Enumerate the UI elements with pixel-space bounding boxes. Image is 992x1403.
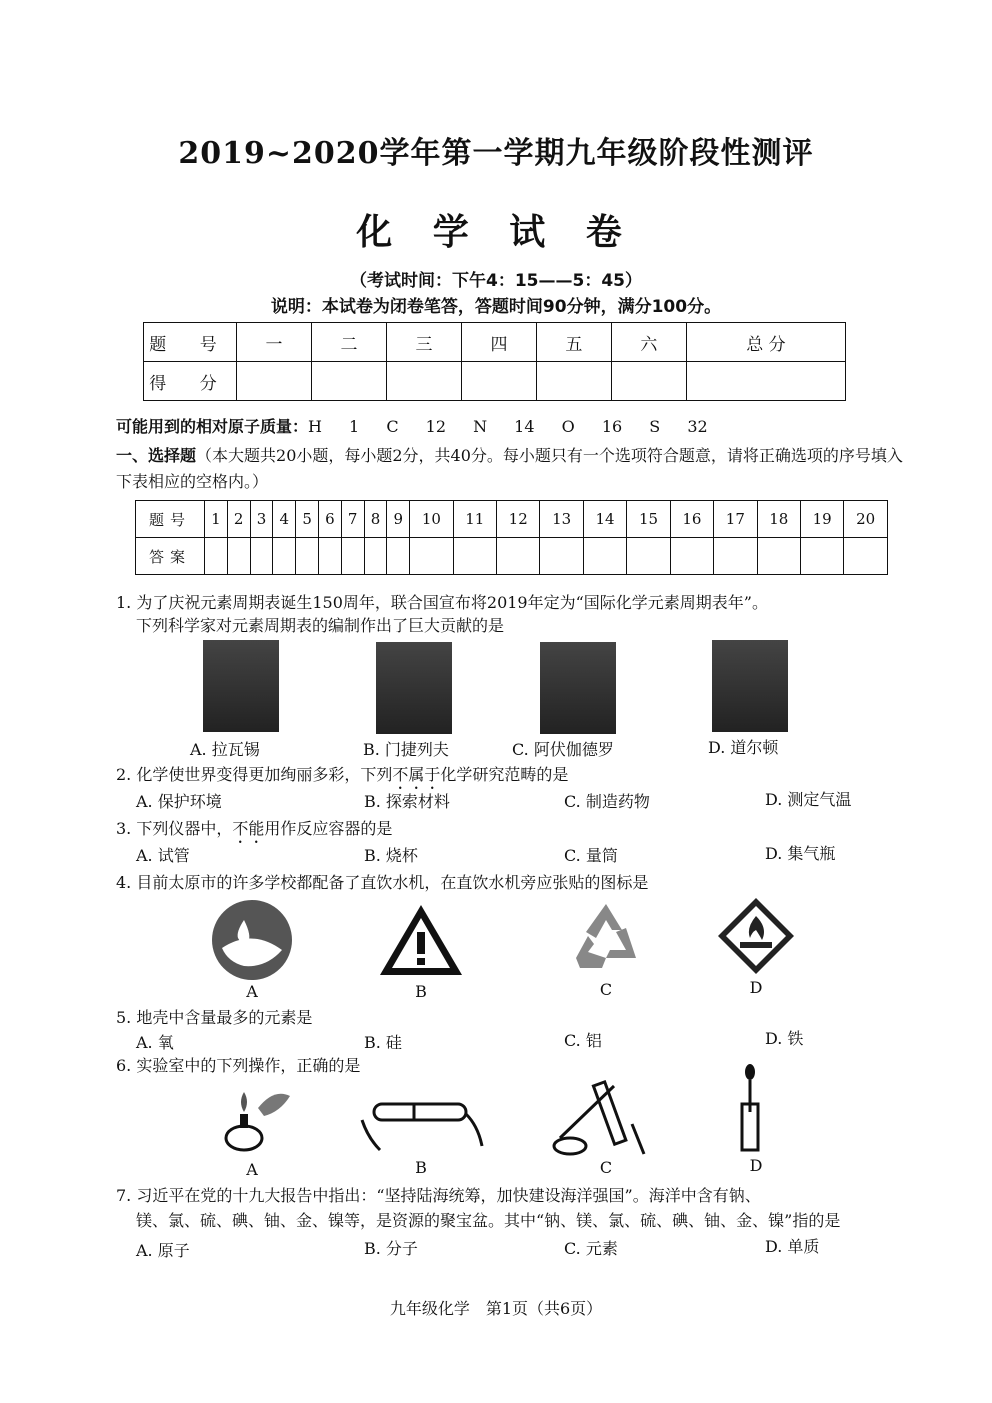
question-7-line2: 镁、氯、硫、碘、铀、金、镍等，是资源的聚宝盆。其中“钠、镁、氯、硫、碘、铀、金、镍”指的是: [136, 1211, 841, 1230]
page-footer: 九年级化学 第1页（共6页）: [389, 1299, 603, 1318]
question-7-line1: 7. 习近平在党的十九大报告中指出：“坚持陆海统筹，加快建设海洋强国”。海洋中含有钠、: [116, 1186, 761, 1205]
q2-option-c: C. 制造药物: [564, 792, 650, 811]
answer-blank-cell[interactable]: [670, 538, 713, 575]
answer-blank-cell[interactable]: [497, 538, 540, 575]
q6-label-d: D: [749, 1156, 763, 1175]
answer-number-cell: 3: [250, 501, 273, 538]
answer-number-cell: 11: [453, 501, 496, 538]
q4-label-d: D: [749, 978, 763, 997]
q1-option-a: A. 拉瓦锡: [190, 740, 260, 759]
portrait-avogadro-image: [540, 642, 616, 734]
score-blank[interactable]: [386, 362, 461, 401]
q3-option-b: B. 烧杯: [364, 846, 418, 865]
q3-option-d: D. 集气瓶: [765, 844, 836, 863]
score-cell: 五: [536, 323, 611, 362]
q1-option-b: B. 门捷列夫: [363, 740, 449, 759]
q3-option-c: C. 量筒: [564, 846, 618, 865]
answer-blank-cell[interactable]: [800, 538, 843, 575]
heating-apparatus-icon: [548, 1074, 658, 1158]
q2-emphasis: 不属于: [392, 765, 441, 784]
score-cell: 一: [237, 323, 312, 362]
answer-blank-cell[interactable]: [583, 538, 626, 575]
question-5: 5. 地壳中含量最多的元素是: [116, 1008, 313, 1027]
score-blank[interactable]: [311, 362, 386, 401]
score-cell: 四: [461, 323, 536, 362]
score-blank[interactable]: [611, 362, 686, 401]
answer-blank-row: [136, 538, 888, 575]
answer-table: [135, 500, 888, 575]
answer-blank-cell[interactable]: [714, 538, 757, 575]
answer-number-cell: 17: [714, 501, 757, 538]
warning-icon: [378, 902, 464, 978]
answer-blank-cell[interactable]: [318, 538, 341, 575]
q2-option-a: A. 保护环境: [136, 792, 222, 811]
atomic-mass-values: H 1 C 12 N 14 O 16 S 32: [308, 417, 708, 436]
answer-blank-cell[interactable]: [273, 538, 296, 575]
q5-option-d: D. 铁: [765, 1029, 804, 1048]
score-cell: 总 分: [686, 323, 845, 362]
answer-blank-cell[interactable]: [387, 538, 410, 575]
answer-number-cell: 20: [844, 501, 888, 538]
q3-option-a: A. 试管: [136, 846, 190, 865]
q4-label-a: A: [246, 982, 258, 1001]
score-cell: 二: [311, 323, 386, 362]
answer-blank-cell[interactable]: [341, 538, 364, 575]
answer-number-cell: 15: [627, 501, 670, 538]
answer-blank-cell[interactable]: [453, 538, 496, 575]
q3-emphasis: 不能: [232, 819, 265, 838]
section1-instructions: [116, 443, 916, 495]
portrait-dalton-image: [712, 640, 788, 732]
answer-number-cell: 19: [800, 501, 843, 538]
q5-option-a: A. 氧: [136, 1033, 174, 1052]
answer-number-cell: 7: [341, 501, 364, 538]
question-6: 6. 实验室中的下列操作，正确的是: [116, 1056, 361, 1075]
flammable-icon: [716, 896, 796, 976]
score-table: [143, 322, 846, 401]
answer-number-cell: 13: [540, 501, 583, 538]
answer-number-cell: 6: [318, 501, 341, 538]
score-blank[interactable]: [461, 362, 536, 401]
alcohol-lamp-icon: [214, 1082, 294, 1154]
answer-number-cell: 12: [497, 501, 540, 538]
q7-option-c: C. 元素: [564, 1239, 618, 1258]
q2-option-b: B. 探索材料: [364, 792, 450, 811]
score-blank[interactable]: [686, 362, 845, 401]
q3-post: 用作反应容器的是: [264, 819, 393, 838]
answer-number-cell: 18: [757, 501, 800, 538]
subject-title: 化 学 试 卷: [356, 211, 636, 253]
score-blank[interactable]: [237, 362, 312, 401]
answer-number-cell: 2: [227, 501, 250, 538]
answer-blank-cell[interactable]: [410, 538, 453, 575]
q3-pre: 3. 下列仪器中，: [116, 819, 233, 838]
answer-blank-cell[interactable]: [627, 538, 670, 575]
answer-blank-cell[interactable]: [540, 538, 583, 575]
q7-option-a: A. 原子: [136, 1241, 190, 1260]
answer-blank-cell[interactable]: [227, 538, 250, 575]
atomic-mass-line: [116, 414, 708, 437]
atomic-mass-label: 可能用到的相对原子质量：: [116, 417, 309, 436]
answer-blank-cell[interactable]: [205, 538, 228, 575]
score-blank[interactable]: [536, 362, 611, 401]
q1-option-c: C. 阿伏伽德罗: [512, 740, 614, 759]
question-1-line1: 1. 为了庆祝元素周期表诞生150周年，联合国宣布将2019年定为“国际化学元素周期表年”。: [116, 593, 768, 612]
answer-number-cell: 8: [364, 501, 387, 538]
answer-number-cell: 9: [387, 501, 410, 538]
answer-number-cell: 1: [205, 501, 228, 538]
score-row-label: 得 分: [144, 362, 237, 401]
q6-label-c: C: [599, 1158, 613, 1177]
water-saving-icon: [210, 898, 294, 982]
portrait-lavoisier-image: [203, 640, 279, 732]
exam-time: （考试时间：下午4：15——5：45）: [350, 271, 642, 291]
q4-label-b: B: [415, 982, 427, 1001]
score-table-score-row: [144, 362, 846, 401]
q7-option-b: B. 分子: [364, 1239, 418, 1258]
answer-number-cell: 14: [583, 501, 626, 538]
q2-post: 化学研究范畴的是: [440, 765, 569, 784]
exam-note: 说明：本试卷为闭卷笔答，答题时间90分钟，满分100分。: [270, 297, 722, 317]
recycle-icon: [566, 898, 646, 974]
answer-blank-cell[interactable]: [757, 538, 800, 575]
answer-number-row: [136, 501, 888, 538]
q2-pre: 2. 化学使世界变得更加绚丽多彩，下列: [116, 765, 393, 784]
q6-label-a: A: [246, 1160, 258, 1179]
q5-option-b: B. 硅: [364, 1033, 402, 1052]
dropper-icon: [730, 1062, 770, 1154]
answer-number-cell: 10: [410, 501, 453, 538]
q7-option-d: D. 单质: [765, 1237, 820, 1256]
answer-blank-cell[interactable]: [364, 538, 387, 575]
answer-blank-cell[interactable]: [844, 538, 888, 575]
section1-text: （本大题共20小题，每小题2分，共40分。每小题只有一个选项符合题意，请将正确选项的序号填入下表相应的空格内。）: [116, 446, 903, 491]
score-cell: 六: [611, 323, 686, 362]
answer-blank-cell[interactable]: [296, 538, 319, 575]
question-1-line2: 下列科学家对元素周期表的编制作出了巨大贡献的是: [136, 616, 505, 635]
score-table-header-row: [144, 323, 846, 362]
q1-option-d: D. 道尔顿: [708, 738, 779, 757]
q5-option-c: C. 铝: [564, 1031, 602, 1050]
question-4: 4. 目前太原市的许多学校都配备了直饮水机，在直饮水机旁应张贴的图标是: [116, 873, 649, 892]
answer-number-cell: 16: [670, 501, 713, 538]
answer-row-label: 题号: [136, 501, 205, 538]
q2-option-d: D. 测定气温: [765, 790, 852, 809]
section1-heading: 一、选择题: [116, 446, 197, 465]
answer-number-cell: 4: [273, 501, 296, 538]
answer-blank-cell[interactable]: [250, 538, 273, 575]
test-tube-heating-icon: [354, 1090, 494, 1156]
q4-label-c: C: [599, 980, 613, 999]
answer-number-cell: 5: [296, 501, 319, 538]
score-cell: 题 号: [144, 323, 237, 362]
answer-row-label: 答案: [136, 538, 205, 575]
portrait-mendeleev-image: [376, 642, 452, 734]
score-cell: 三: [386, 323, 461, 362]
q6-label-b: B: [415, 1158, 427, 1177]
exam-title: 2019~2020学年第一学期九年级阶段性测评: [178, 136, 814, 171]
